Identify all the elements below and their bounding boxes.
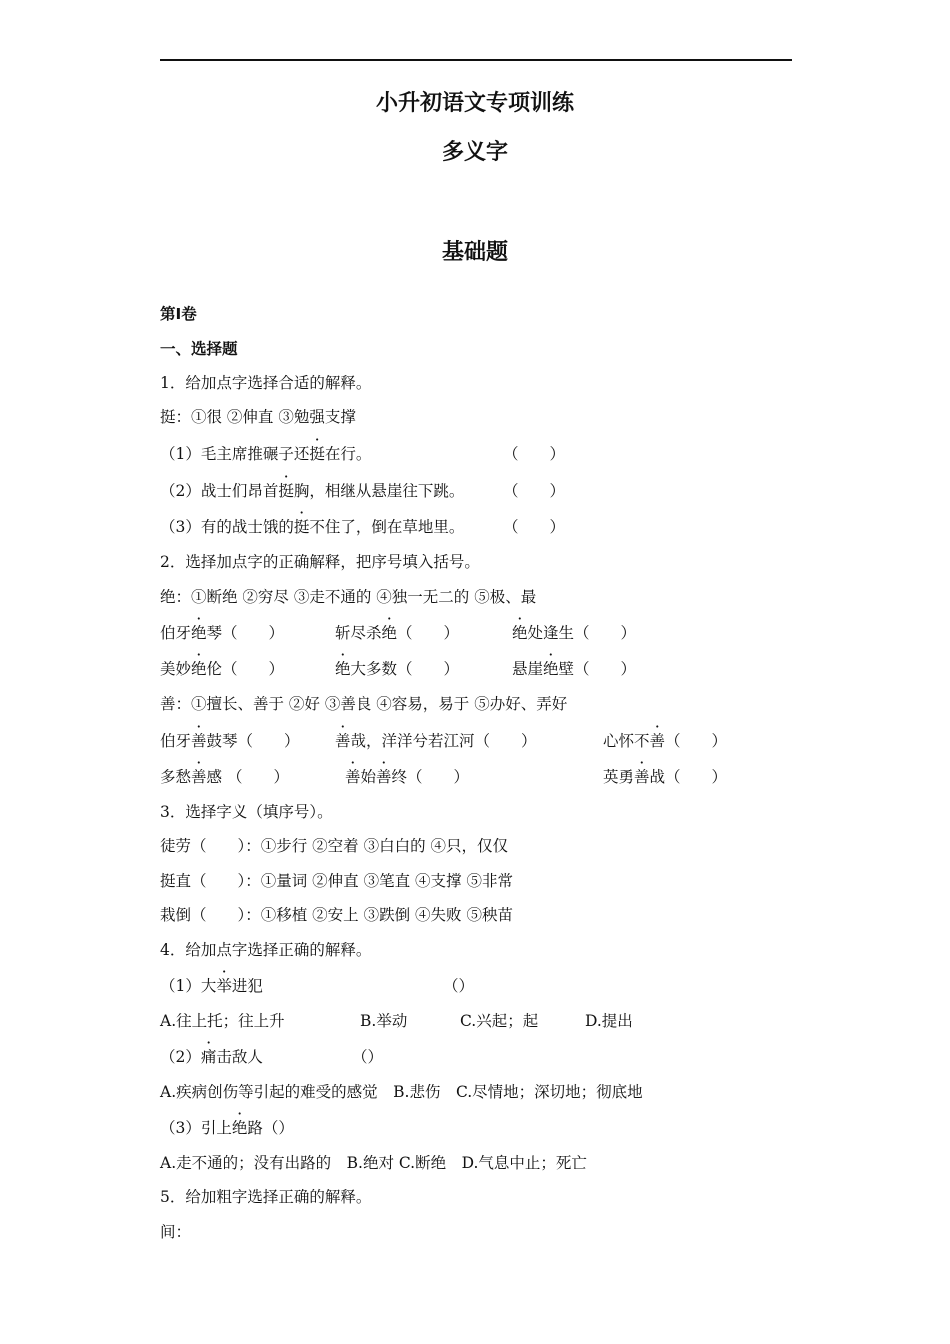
q1-item-1: （1）毛主席推碾子还挺在行。 (160, 445, 372, 463)
q1-char-def: 挺：①很 ②伸直 ③勉强支撑 (160, 408, 356, 426)
q4-prompt: 4．给加点字选择正确的解释。 (160, 941, 372, 959)
q2-shan-item: 心怀不善（ ） (603, 732, 728, 750)
q4-sub-2: （2）痛击敌人 (160, 1048, 263, 1066)
q4-option: A.往上托；往上升 (160, 1012, 285, 1030)
q1-item-3: （3）有的战士饿的挺不住了，倒在草地里。 (160, 518, 465, 536)
q2-jue-item: 悬崖绝壁（ ） (512, 660, 637, 678)
part-label: 一、选择题 (160, 340, 238, 358)
q2-shan-item: 伯牙善鼓琴（ ） (160, 732, 300, 750)
q2-shan-item: 英勇善战（ ） (603, 768, 728, 786)
q2-shan-def: 善：①擅长、善于 ②好 ③善良 ④容易，易于 ⑤办好、弄好 (160, 695, 568, 713)
q2-jue-item: 绝大多数（ ） (335, 660, 460, 678)
q3-line: 栽倒（ ）：①移植 ②安上 ③跌倒 ④失败 ⑤秧苗 (160, 906, 513, 924)
q2-shan-item: 善始善终（ ） (345, 768, 470, 786)
q4-sub-1: （1）大举进犯 (160, 977, 263, 995)
q3-line: 挺直（ ）：①量词 ②伸直 ③笔直 ④支撑 ⑤非常 (160, 872, 513, 890)
q1-blank-1[interactable]: （ ） (503, 445, 566, 463)
q5-prompt: 5．给加粗字选择正确的解释。 (160, 1188, 372, 1206)
q4-options-2: A.疾病创伤等引起的难受的感觉 B.悲伤 C.尽情地；深切地；彻底地 (160, 1083, 643, 1101)
q3-line: 徒劳（ ）：①步行 ②空着 ③白白的 ④只，仅仅 (160, 837, 509, 855)
q4-option: B.举动 (360, 1012, 408, 1030)
header-rule (160, 59, 792, 61)
q1-blank-3[interactable]: （ ） (503, 518, 566, 536)
q2-jue-item: 绝处逢生（ ） (512, 624, 637, 642)
q2-shan-item: 多愁善感 （ ） (160, 768, 289, 786)
q2-jue-def: 绝：①断绝 ②穷尽 ③走不通的 ④独一无二的 ⑤极、最 (160, 588, 537, 606)
page-subtitle: 多义字 (441, 140, 508, 165)
q4-blank-1[interactable]: （） (443, 977, 475, 995)
section-title: 基础题 (441, 240, 508, 265)
q4-sub-3: （3）引上绝路（） (160, 1119, 294, 1137)
q1-item-2: （2）战士们昂首挺胸，相继从悬崖往下跳。 (160, 482, 465, 500)
q4-blank-2[interactable]: （） (352, 1048, 384, 1066)
q1-prompt: 1．给加点字选择合适的解释。 (160, 374, 372, 392)
q4-option: D.提出 (585, 1012, 633, 1030)
q1-blank-2[interactable]: （ ） (503, 482, 566, 500)
q2-jue-item: 美妙绝伦（ ） (160, 660, 285, 678)
q4-option: C.兴起；起 (460, 1012, 539, 1030)
q2-jue-item: 斩尽杀绝（ ） (335, 624, 460, 642)
volume-label: 第Ⅰ卷 (160, 305, 197, 323)
q3-prompt: 3．选择字义（填序号）。 (160, 803, 333, 821)
q5-jian: 间： (160, 1223, 192, 1241)
q4-options-3: A.走不通的；没有出路的 B.绝对 C.断绝 D.气息中止；死亡 (160, 1154, 587, 1172)
q2-prompt: 2．选择加点字的正确解释，把序号填入括号。 (160, 553, 480, 571)
page-title: 小升初语文专项训练 (375, 91, 574, 116)
q2-jue-item: 伯牙绝琴（ ） (160, 624, 285, 642)
q2-shan-item: 善哉，洋洋兮若江河（ ） (335, 732, 537, 750)
